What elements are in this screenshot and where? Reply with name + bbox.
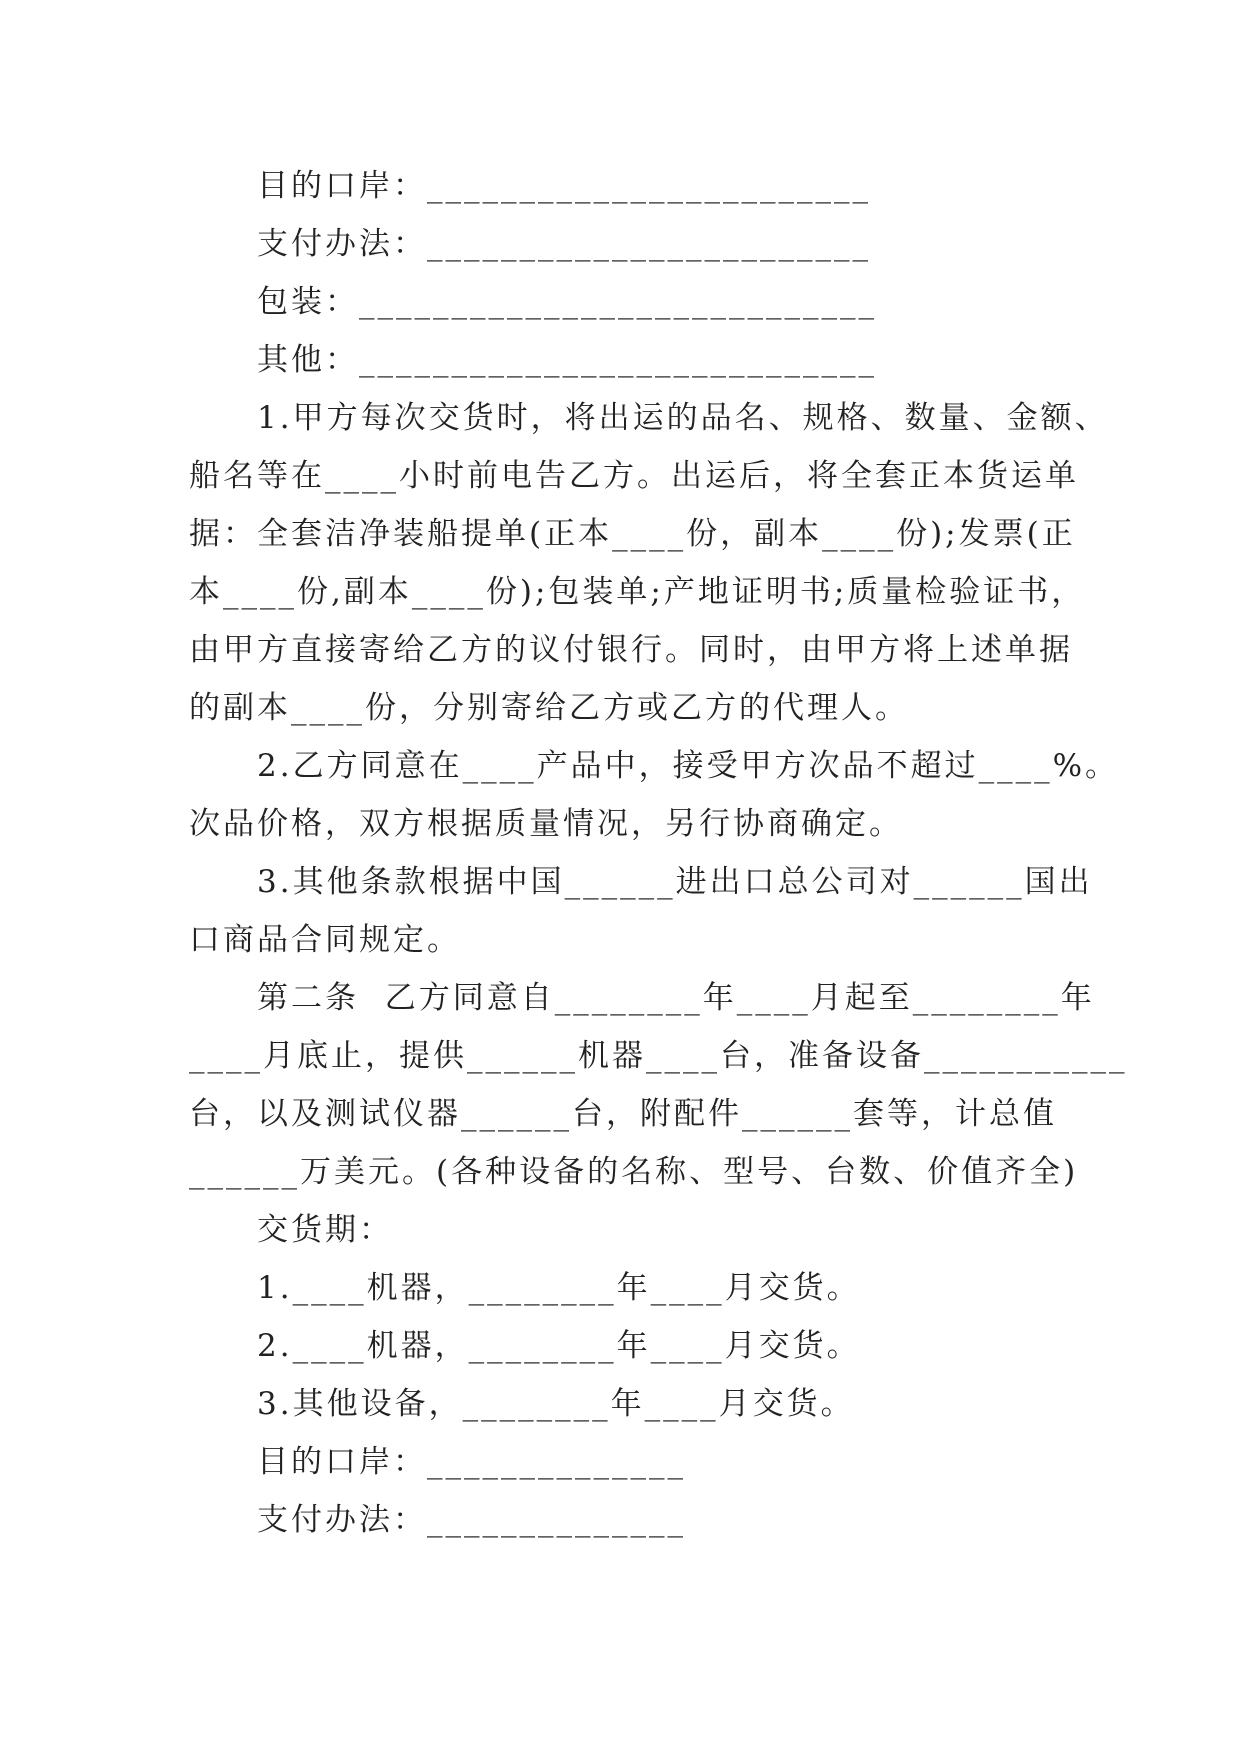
text-line: 2.____机器，________年____月交货。 xyxy=(257,1328,861,1364)
text-line: 本____份,副本____份);包装单;产地证明书;质量检验证书， xyxy=(189,574,1086,610)
text-line: 由甲方直接寄给乙方的议付银行。同时，由甲方将上述单据 xyxy=(189,632,1073,668)
text-line: 船名等在____小时前电告乙方。出运后，将全套正本货运单 xyxy=(189,458,1079,494)
text-line: 的副本____份，分别寄给乙方或乙方的代理人。 xyxy=(189,690,909,726)
text-line: 1.____机器，________年____月交货。 xyxy=(257,1270,861,1306)
text-line: 3.其他条款根据中国______进出口总公司对______国出 xyxy=(257,864,1093,900)
text-line: 口商品合同规定。 xyxy=(189,922,461,958)
text-line: 第二条 乙方同意自________年____月起至________年 xyxy=(257,980,1095,1016)
text-line: 包装：____________________________ xyxy=(257,284,877,320)
text-line: 据：全套洁净装船提单(正本____份，副本____份);发票(正 xyxy=(189,516,1076,552)
text-line: 次品价格，双方根据质量情况，另行协商确定。 xyxy=(189,806,903,842)
text-line: 2.乙方同意在____产品中，接受甲方次品不超过____%。 xyxy=(257,748,1120,784)
text-line: 交货期： xyxy=(257,1212,393,1248)
text-line: 台，以及测试仪器______台，附配件______套等，计总值 xyxy=(189,1096,1057,1132)
text-line: 支付办法：________________________ xyxy=(257,226,871,262)
text-line: 目的口岸：________________________ xyxy=(257,168,871,204)
text-line: 目的口岸：______________ xyxy=(257,1444,686,1480)
text-line: ______万美元。(各种设备的名称、型号、台数、价值齐全) xyxy=(189,1154,1079,1190)
text-line: 其他：____________________________ xyxy=(257,342,877,378)
text-line: 1.甲方每次交货时，将出运的品名、规格、数量、金额、 xyxy=(257,400,1109,436)
text-line: 支付办法：______________ xyxy=(257,1502,686,1538)
text-line: ____月底止，提供______机器____台，准备设备___________ xyxy=(189,1038,1128,1074)
text-line: 3.其他设备，________年____月交货。 xyxy=(257,1386,855,1422)
